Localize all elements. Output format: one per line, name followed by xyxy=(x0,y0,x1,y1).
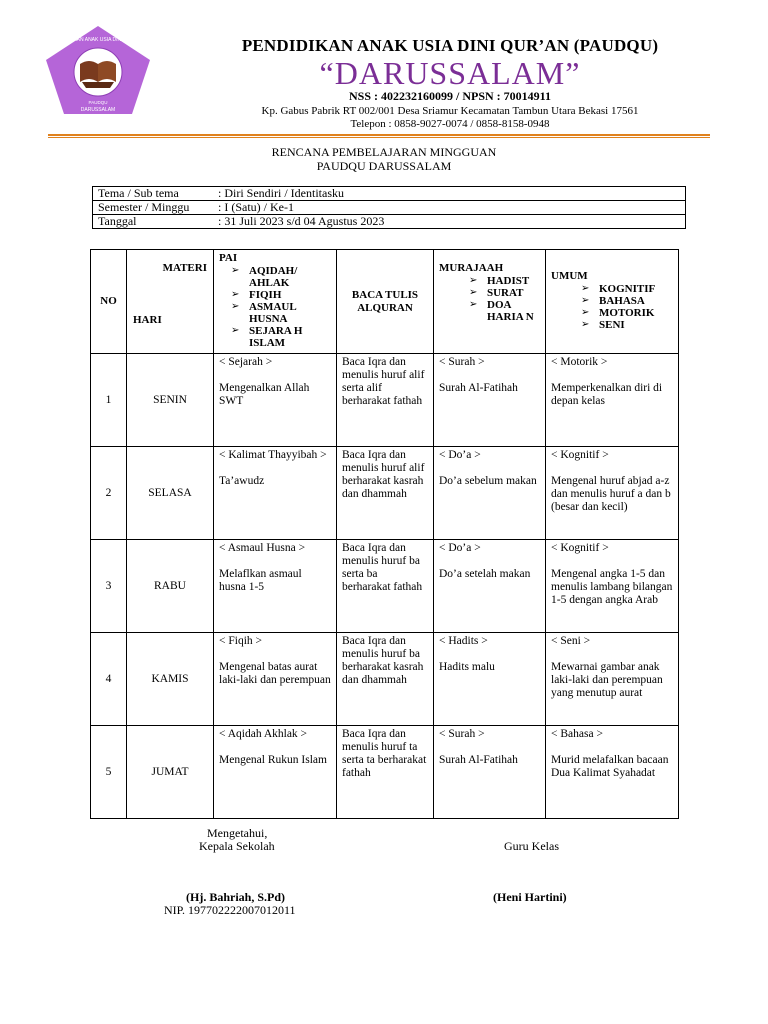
mur-tag: < Do’a > xyxy=(439,542,481,554)
row-baca: Baca Iqra dan menulis huruf alif serta alif berharakat fathah xyxy=(337,354,434,447)
umum-item: ➢ SENI xyxy=(599,319,673,331)
org-ids: NSS : 402232160099 / NPSN : 70014911 xyxy=(348,89,551,103)
header-hari: HARI xyxy=(133,314,162,326)
org-name: “DARUSSALAM” xyxy=(319,55,581,91)
table-header-row xyxy=(91,250,679,354)
header-materi: MATERI xyxy=(162,262,207,274)
mur-text: Do’a setelah makan xyxy=(439,568,531,580)
row-no: 4 xyxy=(91,633,127,726)
info-row xyxy=(93,201,686,215)
doc-subtitle: PAUDQU DARUSSALAM xyxy=(316,159,452,173)
pai-item: ➢ AQIDAH/ AHLAK xyxy=(249,265,331,289)
pai-item: ➢ ASMAUL HUSNA xyxy=(249,301,331,325)
umum-title: UMUM xyxy=(551,270,588,282)
umum-tag: < Kognitif > xyxy=(551,542,609,554)
info-table xyxy=(92,186,686,229)
mur-text: Hadits malu xyxy=(439,661,495,673)
pai-text: Mengenalkan Allah SWT xyxy=(219,382,310,407)
mur-tag: < Surah > xyxy=(439,356,485,368)
sig-left-nip: NIP. 197702222007012011 xyxy=(164,903,296,917)
row-hari: RABU xyxy=(127,540,214,633)
umum-tag: < Kognitif > xyxy=(551,449,609,461)
row-baca: Baca Iqra dan menulis huruf alif berharakat kasrah dan dhammah xyxy=(337,447,434,540)
pai-tag: < Fiqih > xyxy=(219,635,263,647)
row-hari: SENIN xyxy=(127,354,214,447)
header-baca: BACA TULIS ALQURAN xyxy=(337,250,434,354)
row-pai xyxy=(214,633,337,726)
pai-tag: < Aqidah Akhlak > xyxy=(219,728,308,740)
murajaah-item: ➢ HADIST xyxy=(487,275,540,287)
table-row xyxy=(91,540,679,633)
umum-text: Mengenal angka 1-5 dan menulis lambang bilangan 1-5 dengan angka Arab xyxy=(551,568,673,606)
umum-item: ➢ MOTORIK xyxy=(599,307,673,319)
sig-left-line1: Mengetahui, xyxy=(207,826,268,840)
murajaah-item: ➢ DOA HARIA N xyxy=(487,299,540,323)
umum-tag: < Seni > xyxy=(551,635,591,647)
row-no: 3 xyxy=(91,540,127,633)
mur-text: Do’a sebelum makan xyxy=(439,475,537,487)
row-baca: Baca Iqra dan menulis huruf ta serta ta berharakat fathah xyxy=(337,726,434,819)
row-murajaah xyxy=(434,633,546,726)
umum-text: Memperkenalkan diri di depan kelas xyxy=(551,382,663,407)
logo-ring-text: PENDIDIKAN ANAK USIA DINI QUR'AN xyxy=(53,37,143,43)
info-label: Tanggal xyxy=(93,215,214,229)
header-divider-thin xyxy=(48,137,710,138)
table-row xyxy=(91,354,679,447)
sig-right-name: (Heni Hartini) xyxy=(493,890,567,904)
org-phone: Telepon : 0858-9027-0074 / 0858-8158-0948 xyxy=(350,118,550,130)
row-umum xyxy=(546,633,679,726)
umum-tag: < Motorik > xyxy=(551,356,608,368)
row-umum xyxy=(546,726,679,819)
row-no: 2 xyxy=(91,447,127,540)
org-line1: PENDIDIKAN ANAK USIA DINI QUR’AN (PAUDQU) xyxy=(241,36,659,55)
umum-text: Murid melafalkan bacaan Dua Kalimat Syahadat xyxy=(551,754,669,779)
logo-bottom-text: DARUSSALAM xyxy=(80,107,116,113)
mur-tag: < Do’a > xyxy=(439,449,481,461)
pai-text: Ta’awudz xyxy=(219,475,265,487)
murajaah-item: ➢ SURAT xyxy=(487,287,540,299)
header-umum xyxy=(546,250,679,354)
info-label: Tema / Sub tema xyxy=(93,187,214,201)
info-row xyxy=(93,187,686,201)
murajaah-title: MURAJAAH xyxy=(439,262,504,274)
pai-text: Melaflkan asmaul husna 1-5 xyxy=(219,568,302,593)
logo-mid-text: PAUDQU xyxy=(88,100,108,105)
pai-tag: < Sejarah > xyxy=(219,356,273,368)
pai-item: ➢ SEJARA H ISLAM xyxy=(249,325,331,349)
pai-title: PAI xyxy=(219,252,238,264)
table-row xyxy=(91,726,679,819)
row-no: 1 xyxy=(91,354,127,447)
sig-left-name: (Hj. Bahriah, S.Pd) xyxy=(186,890,286,904)
umum-text: Mengenal huruf abjad a-z dan menulis huruf a dan b (besar dan kecil) xyxy=(551,475,671,513)
quran-book-icon xyxy=(80,61,116,88)
table-row xyxy=(91,633,679,726)
row-murajaah xyxy=(434,540,546,633)
header-divider xyxy=(48,134,710,136)
umum-text: Mewarnai gambar anak laki-laki dan perempuan yang menutup aurat xyxy=(551,661,663,699)
plan-table xyxy=(90,249,679,819)
doc-title: RENCANA PEMBELAJARAN MINGGUAN xyxy=(271,145,497,159)
row-hari: JUMAT xyxy=(127,726,214,819)
row-umum xyxy=(546,540,679,633)
row-pai xyxy=(214,354,337,447)
row-murajaah xyxy=(434,726,546,819)
row-pai xyxy=(214,726,337,819)
pai-text: Mengenal batas aurat laki-laki dan perempuan xyxy=(219,661,331,686)
row-hari: KAMIS xyxy=(127,633,214,726)
mur-text: Surah Al-Fatihah xyxy=(439,754,518,766)
mur-tag: < Surah > xyxy=(439,728,485,740)
pai-item: ➢ FIQIH xyxy=(249,289,331,301)
mur-text: Surah Al-Fatihah xyxy=(439,382,518,394)
row-murajaah xyxy=(434,354,546,447)
table-row xyxy=(91,447,679,540)
row-murajaah xyxy=(434,447,546,540)
pai-tag: < Asmaul Husna > xyxy=(219,542,306,554)
umum-item: ➢ BAHASA xyxy=(599,295,673,307)
pai-text: Mengenal Rukun Islam xyxy=(219,754,327,766)
row-hari: SELASA xyxy=(127,447,214,540)
info-value: : Diri Sendiri / Identitasku xyxy=(213,187,686,201)
row-umum xyxy=(546,354,679,447)
row-baca: Baca Iqra dan menulis huruf ba serta ba berharakat fathah xyxy=(337,540,434,633)
header-murajaah xyxy=(434,250,546,354)
row-pai xyxy=(214,540,337,633)
header-materi-hari xyxy=(127,250,214,354)
row-baca: Baca Iqra dan menulis huruf ba berharakat kasrah dan dhammah xyxy=(337,633,434,726)
org-address: Kp. Gabus Pabrik RT 002/001 Desa Sriamur Kecamatan Tambun Utara Bekasi 17561 xyxy=(261,105,639,117)
school-logo xyxy=(44,24,152,116)
info-value: : I (Satu) / Ke-1 xyxy=(213,201,686,215)
pai-tag: < Kalimat Thayyibah > xyxy=(219,449,327,461)
mur-tag: < Hadits > xyxy=(439,635,488,647)
header-no: NO xyxy=(91,250,127,354)
umum-tag: < Bahasa > xyxy=(551,728,603,740)
header-pai xyxy=(214,250,337,354)
sig-right-title: Guru Kelas xyxy=(504,839,559,853)
info-value: : 31 Juli 2023 s/d 04 Agustus 2023 xyxy=(213,215,686,229)
row-umum xyxy=(546,447,679,540)
info-label: Semester / Minggu xyxy=(93,201,214,215)
info-row xyxy=(93,215,686,229)
umum-item: ➢ KOGNITIF xyxy=(599,283,673,295)
row-pai xyxy=(214,447,337,540)
sig-left-line2: Kepala Sekolah xyxy=(199,839,275,853)
row-no: 5 xyxy=(91,726,127,819)
